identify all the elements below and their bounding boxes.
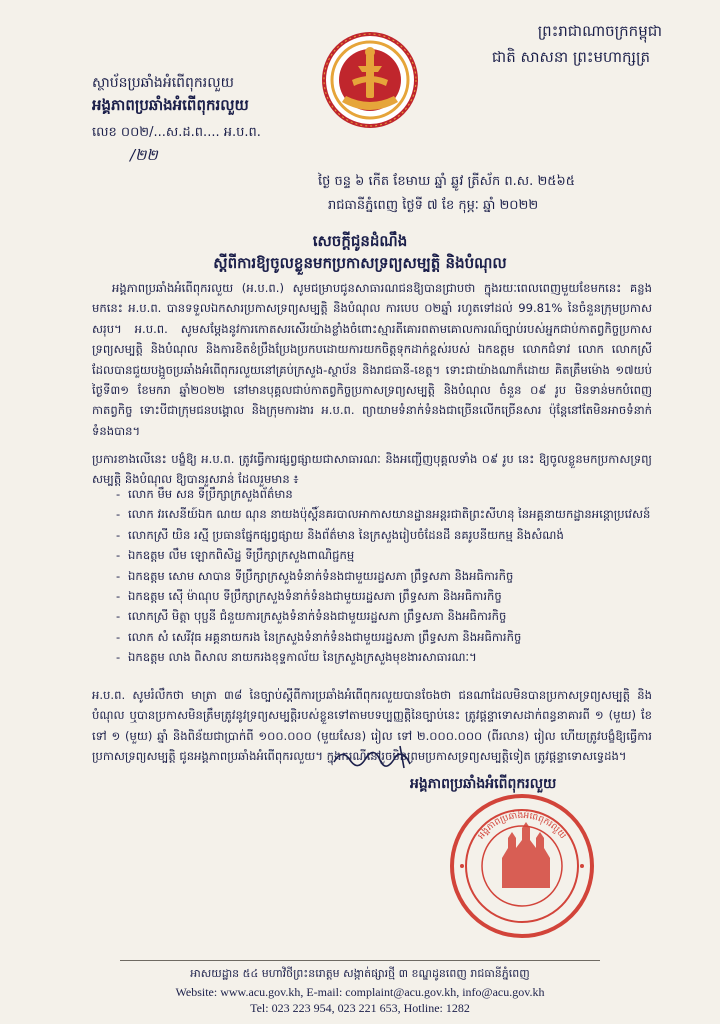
solar-date: រាជធានីភ្នំពេញ ថ្ងៃទី ៧ ខែ កុម្ភៈ ឆ្នាំ ២០២២: [328, 198, 539, 213]
handwritten-signature-icon: [330, 742, 420, 772]
footer-divider: [120, 960, 600, 961]
notice-title: [0, 230, 720, 274]
official-seal-icon: [448, 792, 596, 940]
kingdom-motto: ជាតិ សាសនា ព្រះមហាក្សត្រ: [491, 48, 650, 66]
paragraph1-text: អង្គភាពប្រឆាំងអំពើពុករលួយ (អ.ប.ព.) សូមជម្រាបជូនសាធារណជនឱ្យបានជ្រាបថា ក្នុងរយៈពេលពេញមួយខែមកនេះ គន្លងមកនេះ អ.ប.ព. បានទទួលឯកសារប្រកាសទ្រព្យសម្បត្តិ និងបំណុល ការបេប ០២ឆ្នាំ រហូតទៅដល់ 99.81% នៃចំនួនក្រុមប្រកាសសរុប។ អ.ប.ព. សូមសម្ដែងនូវការកោតសរសើរយ៉ាងខ្លាំងចំពោះស្មារតីគោរពតាមគោលការណ៍ច្បាប់របស់អ្នកជាប់កាតព្វកិច្ចប្រកាសទ្រព្យសម្បត្តិ និងបំណុល និងការខិតខំប្រឹងប្រែងប្រកបដោយការយកចិត្តទុកដាក់ខ្ពស់របស់ ឯកឧត្តម លោកជំទាវ លោក លោកស្រី ដែលបានជួយបង្អួចប្រឆាំងអំពើពុករលួយនៅគ្រប់ក្រសួង-ស្ថាប័ន និងរាជធានី-ខេត្ត។ ទោះជាយ៉ាងណាក៏ដោយ គិតត្រឹមម៉ោង ១៧យប់ ថ្ងៃទី៣១ ខែមករា ឆ្នាំ២០២២ នៅមានបុគ្គលជាប់កាតព្វកិច្ចប្រកាសទ្រព្យសម្បត្តិ និងបំណុល ចំនួន ០៩ រូប មិនទាន់មកបំពេញកាតព្វកិច្ច ទោះបីជាក្រុមជនបង្គោល និងក្រុមការងារ អ.ប.ព. ព្យាយាមទំនាក់ទំនងជាច្រើនលើកច្រើនសារ ប៉ុន្តែនៅតែមិនអាចទំនាក់ទំនងបាន។: [92, 281, 652, 438]
footer-phones: Tel: 023 223 954, 023 221 653, Hotline: 1282: [250, 1001, 470, 1015]
date-block: [318, 170, 575, 218]
lunar-date: ថ្ងៃ ចន្ទ ៦ កើត ខែមាឃ ឆ្នាំ ឆ្លូវ ត្រីស័ក ព.ស. ២៥៦៥: [318, 174, 575, 189]
paragraph3-text: អ.ប.ព. សូមរំលឹកថា មាត្រា ៣៨ នៃច្បាប់ស្ដីពីការប្រឆាំងអំពើពុករលួយបានចែងថា ជនណាដែលមិនបានប្រកាសទ្រព្យសម្បត្តិ និងបំណុល ឬបានប្រកាសមិនត្រឹមត្រូវនូវទ្រព្យសម្បត្តិរបស់ខ្លួនទៅតាមបទប្បញ្ញត្តិនៃច្បាប់នេះ ត្រូវផ្តន្ទាទោសដាក់ពន្ធនាគារពី ១ (មួយ) ខែ ទៅ ១ (មួយ) ឆ្នាំ និងពិន័យជាប្រាក់ពី ១០០.០០០ (មួយសែន) រៀល ទៅ ២.០០០.០០០ (ពីរលាន) រៀល ហើយត្រូវបង្ខំឱ្យធ្វើការប្រកាសទ្រព្យសម្បត្តិ ជូនអង្គភាពប្រឆាំងអំពើពុករលួយ។ ក្នុងករណីនៅរួចមិនព្រមប្រកាសទ្រព្យសម្បត្តិទៀត ត្រូវផ្តន្ទាទោសទ្វេដង។: [92, 688, 652, 764]
seal-text: អង្គភាពប្រឆាំងអំពើពុករលួយ: [476, 810, 568, 842]
signatory-name: អង្គភាពប្រឆាំងអំពើពុករលួយ: [410, 776, 557, 792]
issuer-header: [92, 72, 261, 166]
list-item: - ឯកឧត្តម សោម សាបាន ទីប្រឹក្សាក្រសួងទំនាក់ទំនងជាមួយរដ្ឋសភា ព្រឹទ្ធសភា និងអធិការកិច្ច: [116, 566, 656, 586]
body-paragraph-1: [92, 278, 652, 441]
paragraph2-text: ប្រការខាងលើនេះ បង្ខំឱ្យ អ.ប.ព. ត្រូវធ្វើការផ្សព្វផ្សាយជាសាធារណៈ និងអញ្ជើញបុគ្គលទាំង ០៩ រូប នេះ ឱ្យចូលខ្លួនមកប្រកាសទ្រព្យសម្បត្តិ និងបំណុល ឱ្យបានរួសរាន់ ដែលរួមមាន ៖: [92, 452, 652, 487]
list-item: - លោកស្រី មិត្តា បុប្ផនី ជំនួយការក្រសួងទំនាក់ទំនងជាមួយរដ្ឋសភា ព្រឹទ្ធសភា និងអធិការកិច្ច: [116, 606, 656, 626]
list-item: - លោក វរសេនីយ៍ឯក ណយ ណុន នាយងប៉ុស្តិ៍នគរបាលអាកាសយានដ្ឋានអន្តរជាតិព្រះសីហនុ នៃអគ្គនាយកដ្ឋានអន្តោប្រវេសន៍: [116, 504, 656, 524]
footer-web-email: Website: www.acu.gov.kh, E-mail: complaint@acu.gov.kh, info@acu.gov.kh: [175, 985, 545, 999]
footer-address: អាសយដ្ឋាន ៥៤ មហាវិថីព្រះនរោត្តម សង្កាត់ផ្សារថ្មី ៣ ខណ្ឌដូនពេញ រាជធានីភ្នំពេញ: [190, 967, 530, 980]
title-line2: ស្ដីពីការឱ្យចូលខ្លួនមកប្រកាសទ្រព្យសម្បត្តិ និងបំណុល: [213, 254, 507, 272]
institution-line2: អង្គភាពប្រឆាំងអំពើពុករលួយ: [92, 96, 249, 114]
list-item: - ឯកឧត្តម ស៊ើ ម៉ាណុប ទីប្រឹក្សាក្រសួងទំនាក់ទំនងជាមួយរដ្ឋសភា ព្រឹទ្ធសភា និងអធិការកិច្ច: [116, 586, 656, 606]
institution-line1: ស្ថាប័នប្រឆាំងអំពើពុករលួយ: [92, 75, 234, 91]
list-item: - លោក មឹម សន ទីប្រឹក្សាក្រសួងព័ត៌មាន: [116, 484, 656, 504]
kingdom-header: [492, 18, 662, 70]
list-item: - ឯកឧត្តម លឹម ឡោកពិសិដ្ឋ ទីប្រឹក្សាក្រសួងពាណិជ្ជកម្ម: [116, 545, 656, 565]
reference-year: /២២: [130, 146, 158, 164]
list-item: - លោក សំ សេរីវុធ អគ្គនាយករង នៃក្រសួងទំនាក់ទំនងជាមួយរដ្ឋសភា ព្រឹទ្ធសភា និងអធិការកិច្ច: [116, 627, 656, 647]
title-line1: សេចក្ដីជូនដំណឹង: [312, 232, 408, 250]
kingdom-name: ព្រះរាជាណាចក្រកម្ពុជា: [537, 22, 662, 40]
person-list: [116, 484, 656, 668]
reference-number: លេខ ០០២/...ស.ដ.ព.... អ.ប.ព.: [92, 125, 261, 140]
list-item: - ឯកឧត្តម លាង ពិសាល នាយករងខុទ្ទកាល័យ នៃក្រសួងក្រសួងមុខងារសាធារណៈ។: [116, 647, 656, 667]
acu-logo-icon: [322, 32, 418, 128]
list-item: - លោកស្រី យិន រស្មី ប្រធានផ្នែកផ្សព្វផ្សាយ និងព័ត៌មាន នៃក្រសួងរៀបចំដែនដី នគរូបនីយកម្ម និងសំណង់: [116, 525, 656, 545]
